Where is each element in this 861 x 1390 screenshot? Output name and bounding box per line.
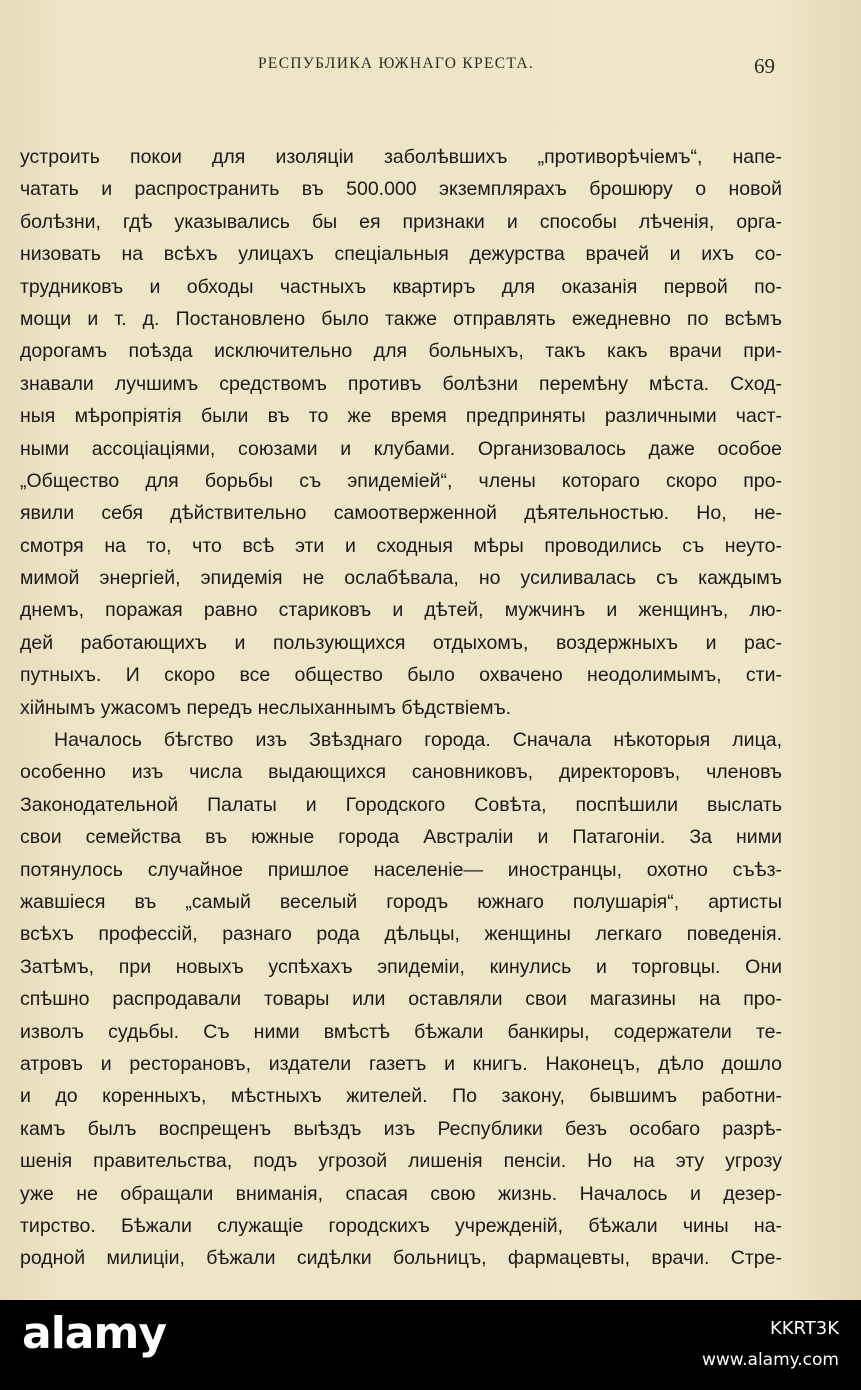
text-line: Законодательной Палаты и Городского Совѣта, поспѣшили выслать — [20, 793, 782, 816]
image-id: KKRT3K — [769, 1318, 839, 1339]
text-line: чатать и распространить въ 500.000 экземплярахъ брошюру о новой — [20, 178, 782, 201]
text-line: хійнымъ ужасомъ передъ неслыханнымъ бѣдствіемъ. — [20, 696, 512, 719]
text-line: устроить покои для изоляціи заболѣвшихъ „противорѣчіемъ“, напе- — [20, 146, 782, 168]
text-line: родной милиціи, бѣжали сидѣлки больницъ, фармацевты, врачи. Стре- — [20, 1247, 782, 1270]
text-line: явили себя дѣйствительно самоотверженной дѣятельностью. Но, не- — [20, 502, 782, 525]
text-line: тирство. Бѣжали служащіе городскихъ учрежденій, бѣжали чины на- — [20, 1214, 782, 1237]
text-line: ными ассоціаціями, союзами и клубами. Организовалось даже особое — [20, 437, 782, 460]
text-line: Затѣмъ, при новыхъ успѣхахъ эпидеміи, кинулись и торговцы. Они — [20, 955, 782, 978]
text-line: днемъ, поражая равно стариковъ и дѣтей, мужчинъ и женщинъ, лю- — [20, 599, 782, 622]
text-line: дей работающихъ и пользующихся отдыхомъ, воздержныхъ и рас- — [20, 631, 782, 654]
text-line: всѣхъ профессій, разнаго рода дѣльцы, женщины легкаго поведенія. — [20, 923, 782, 946]
text-line: жавшіеся въ „самый веселый городъ южнаго полушарія“, артисты — [20, 890, 782, 913]
text-line: уже не обращали вниманія, спасая свою жизнь. Началось и дезер- — [20, 1182, 782, 1205]
text-line: низовать на всѣхъ улицахъ спеціальныя дежурства врачей и ихъ со- — [20, 243, 782, 266]
text-line: ныя мѣропріятія были въ то же время предприняты различными част- — [20, 405, 782, 428]
text-line: мощи и т. д. Постановлено было также отправлять ежедневно по всѣмъ — [20, 307, 782, 330]
site-url: www.alamy.com — [701, 1350, 839, 1370]
text-line: и до коренныхъ, мѣстныхъ жителей. По закону, бывшимъ работни- — [20, 1085, 782, 1108]
text-line: мимой энергіей, эпидемія не ослабѣвала, но усиливалась съ каждымъ — [20, 567, 782, 590]
text-line: смотря на то, что всѣ эти и сходныя мѣры проводились съ неуто- — [20, 534, 782, 557]
text-line: трудниковъ и обходы частныхъ квартиръ для оказанія первой по- — [20, 275, 782, 298]
text-line: атровъ и ресторановъ, издатели газетъ и книгъ. Наконецъ, дѣло дошло — [20, 1052, 782, 1075]
text-line: путныхъ. И скоро все общество было охвачено неодолимымъ, сти- — [20, 664, 782, 687]
body-text — [20, 141, 782, 1275]
text-line: „Общество для борьбы съ эпидеміей“, члены котораго скоро про- — [20, 469, 782, 492]
text-line: особенно изъ числа выдающихся сановниковъ, директоровъ, членовъ — [20, 761, 782, 784]
paragraph-start-line: Началось бѣгство изъ Звѣзднаго города. Сначала нѣкоторыя лица, — [54, 729, 782, 752]
text-line: знавали лучшимъ средствомъ противъ болѣзни перемѣну мѣста. Сход- — [20, 372, 782, 395]
alamy-logo: alamy — [22, 1308, 166, 1359]
text-line: камъ былъ воспрещенъ выѣздъ изъ Республики безъ особаго разрѣ- — [20, 1117, 782, 1140]
text-line: шенія правительства, подъ угрозой лишенія пенсіи. Но на эту угрозу — [20, 1150, 782, 1173]
text-line: болѣзни, гдѣ указывались бы ея признаки и способы лѣченія, орга- — [20, 210, 782, 233]
text-line: дорогамъ поѣзда исключительно для больныхъ, такъ какъ врачи при- — [20, 340, 782, 363]
text-line: свои семейства въ южные города Австраліи и Патагоніи. За ними — [20, 826, 782, 849]
text-line: потянулось случайное пришлое населеніе— иностранцы, охотно съѣз- — [20, 858, 782, 881]
running-head: РЕСПУБЛИКА ЮЖНАГО КРЕСТА. — [258, 55, 535, 72]
page-number: 69 — [754, 54, 775, 78]
text-line: изволъ судьбы. Съ ними вмѣстѣ бѣжали банкиры, содержатели те- — [20, 1020, 782, 1043]
text-line: спѣшно распродавали товары или оставляли свои магазины на про- — [20, 988, 782, 1011]
